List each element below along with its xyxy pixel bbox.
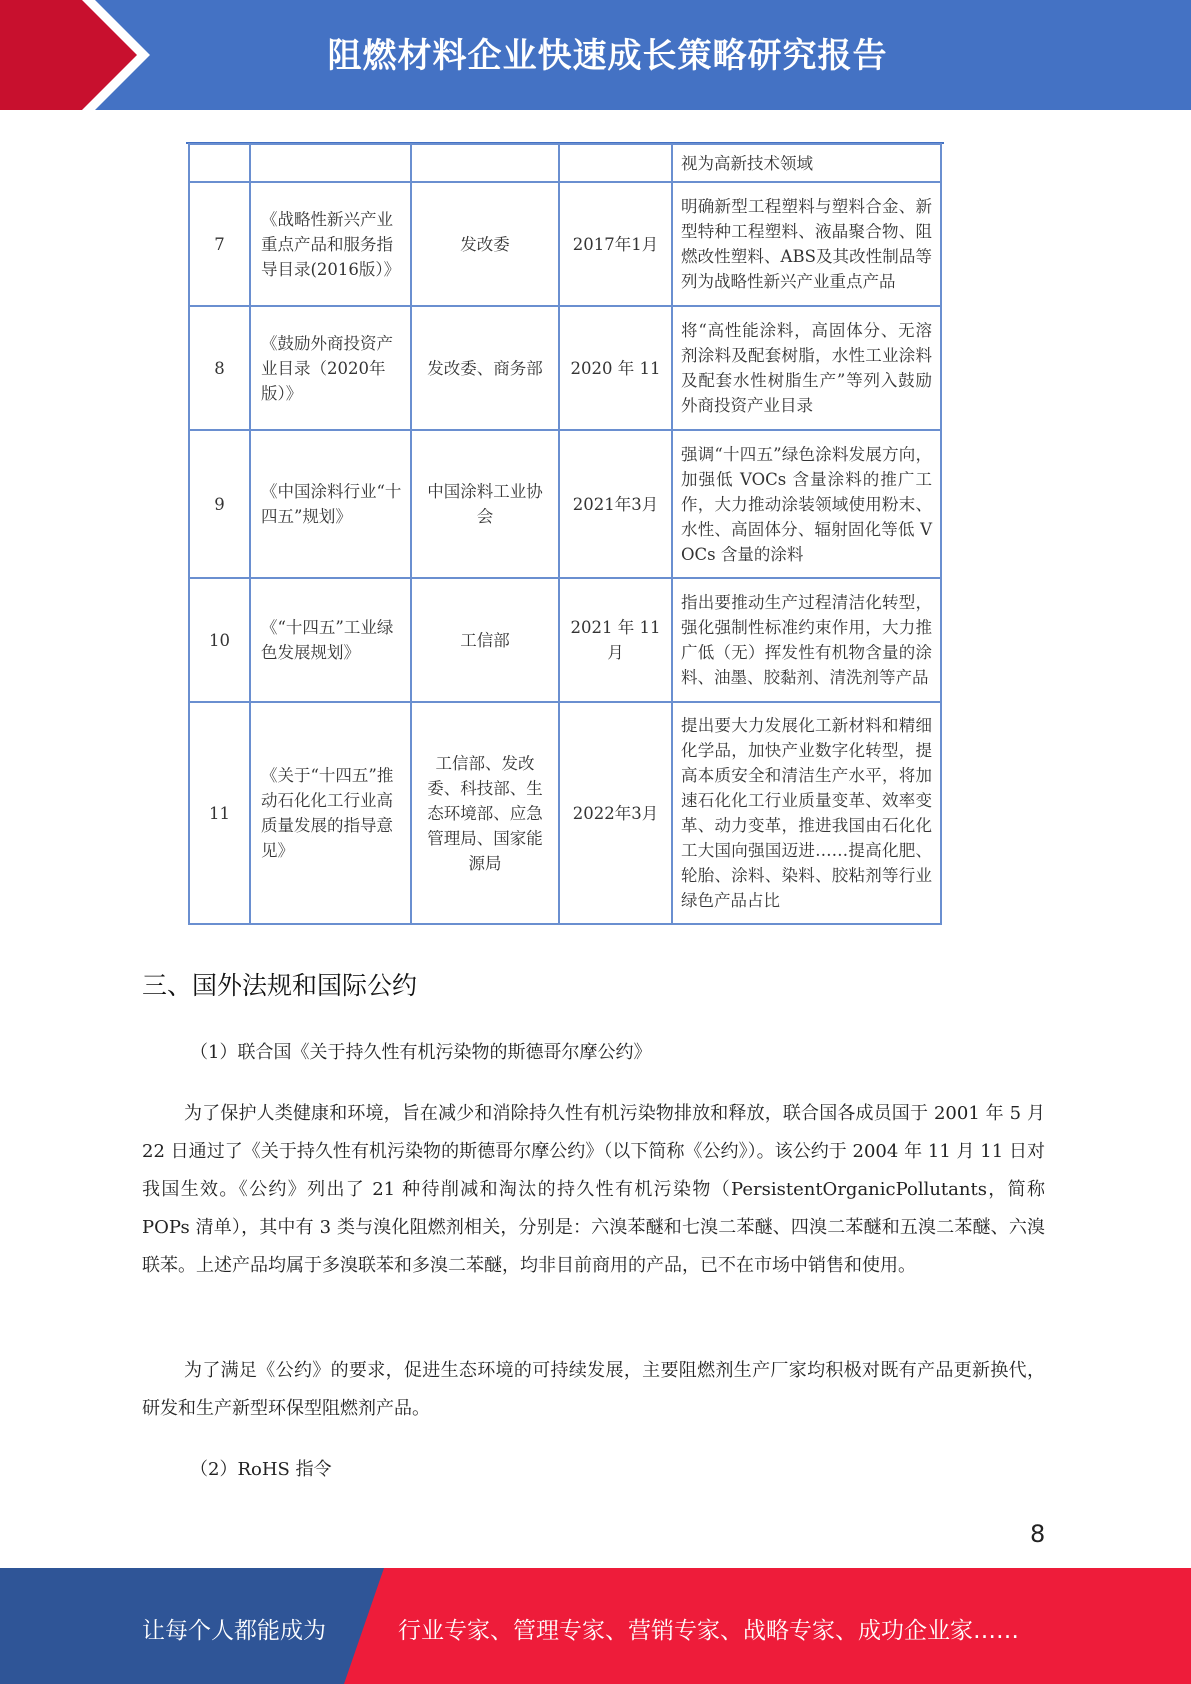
policy-name <box>250 144 411 182</box>
issue-date: 2020 年 11 <box>559 306 672 430</box>
table-row <box>189 144 941 182</box>
paragraph-compliance: 为了满足《公约》的要求，促进生态环境的可持续发展，主要阻燃剂生产厂家均积极对既有产品更新换代，研发和生产新型环保型阻燃剂产品。 <box>142 1360 1045 1419</box>
table-row <box>189 430 941 578</box>
row-number <box>189 144 250 182</box>
footer-slogan-right: 行业专家、管理专家、营销专家、战略专家、成功企业家…… <box>398 1618 1019 1644</box>
issuing-department: 发改委 <box>411 182 559 306</box>
issue-date: 2017年1月 <box>559 182 672 306</box>
report-title: 阻燃材料企业快速成长策略研究报告 <box>327 36 888 76</box>
table-row <box>189 578 941 702</box>
row-number: 10 <box>189 578 250 702</box>
row-number: 7 <box>189 182 250 306</box>
section-heading: 三、国外法规和国际公约 <box>142 971 418 1000</box>
row-number: 8 <box>189 306 250 430</box>
paragraph-stockholm: 为了保护人类健康和环境，旨在减少和消除持久性有机污染物排放和释放，联合国各成员国于 2001 年 5 月 22 日通过了《关于持久性有机污染物的斯德哥尔摩公约》（以下简称《公约》）。该公约于 2004 年 11 月 11 日对我国生效。《公约》列出了 21 种待削减和淘汰的持久性有机污染物（PersistentOrganicPollutants，简称 POPs 清单），其中有 3 类与溴化阻燃剂相关，分别是：六溴苯醚和七溴二苯醚、四溴二苯醚和五溴二苯醚、六溴联苯。上述产品均属于多溴联苯和多溴二苯醚，均非目前商用的产品，已不在市场中销售和使用。 <box>142 1103 1045 1276</box>
policy-name: 《中国涂料行业“十四五”规划》 <box>250 430 411 578</box>
issuing-department: 工信部、发改委、科技部、生态环境部、应急管理局、国家能源局 <box>411 702 559 924</box>
policy-name: 《战略性新兴产业重点产品和服务指导目录(2016版）》 <box>250 182 411 306</box>
issuing-department: 工信部 <box>411 578 559 702</box>
table-row <box>189 306 941 430</box>
issuing-department: 中国涂料工业协会 <box>411 430 559 578</box>
footer-slogan-left: 让每个人都能成为 <box>142 1618 326 1644</box>
issue-date <box>559 144 672 182</box>
table-row <box>189 182 941 306</box>
policy-name: 《关于“十四五”推动石化化工行业高质量发展的指导意见》 <box>250 702 411 924</box>
issuing-department: 发改委、商务部 <box>411 306 559 430</box>
row-number: 9 <box>189 430 250 578</box>
table-row <box>189 702 941 924</box>
issue-date: 2022年3月 <box>559 702 672 924</box>
policy-content: 强调“十四五”绿色涂料发展方向，加强低 VOCs 含量涂料的推广工作，大力推动涂装领域使用粉末、水性、高固体分、辐射固化等低 VOCs 含量的涂料 <box>672 430 941 578</box>
row-number: 11 <box>189 702 250 924</box>
page-number: 8 <box>1030 1520 1046 1548</box>
policy-content: 提出要大力发展化工新材料和精细化学品，加快产业数字化转型，提高本质安全和清洁生产水平，将加速石化化工行业质量变革、效率变革、动力变革，推进我国由石化化工大国向强国迈进……提高化肥、轮胎、涂料、染料、胶粘剂等行业绿色产品占比 <box>672 702 941 924</box>
policy-table <box>188 143 942 925</box>
policy-content: 明确新型工程塑料与塑料合金、新型特种工程塑料、液晶聚合物、阻燃改性塑料、ABS及其改性制品等列为战略性新兴产业重点产品 <box>672 182 941 306</box>
policy-content: 视为高新技术领域 <box>672 144 941 182</box>
page-header-bar <box>0 0 1191 110</box>
issue-date: 2021年3月 <box>559 430 672 578</box>
sub-heading-rohs: （2）RoHS 指令 <box>190 1459 332 1480</box>
issue-date: 2021 年 11 月 <box>559 578 672 702</box>
sub-heading-stockholm: （1）联合国《关于持久性有机污染物的斯德哥尔摩公约》 <box>190 1042 652 1063</box>
policy-content: 将“高性能涂料，高固体分、无溶剂涂料及配套树脂，水性工业涂料及配套水性树脂生产”等列入鼓励外商投资产业目录 <box>672 306 941 430</box>
policy-name: 《“十四五”工业绿色发展规划》 <box>250 578 411 702</box>
policy-content: 指出要推动生产过程清洁化转型，强化强制性标准约束作用，大力推广低（无）挥发性有机物含量的涂料、油墨、胶黏剂、清洗剂等产品 <box>672 578 941 702</box>
policy-name: 《鼓励外商投资产业目录（2020年版）》 <box>250 306 411 430</box>
issuing-department <box>411 144 559 182</box>
